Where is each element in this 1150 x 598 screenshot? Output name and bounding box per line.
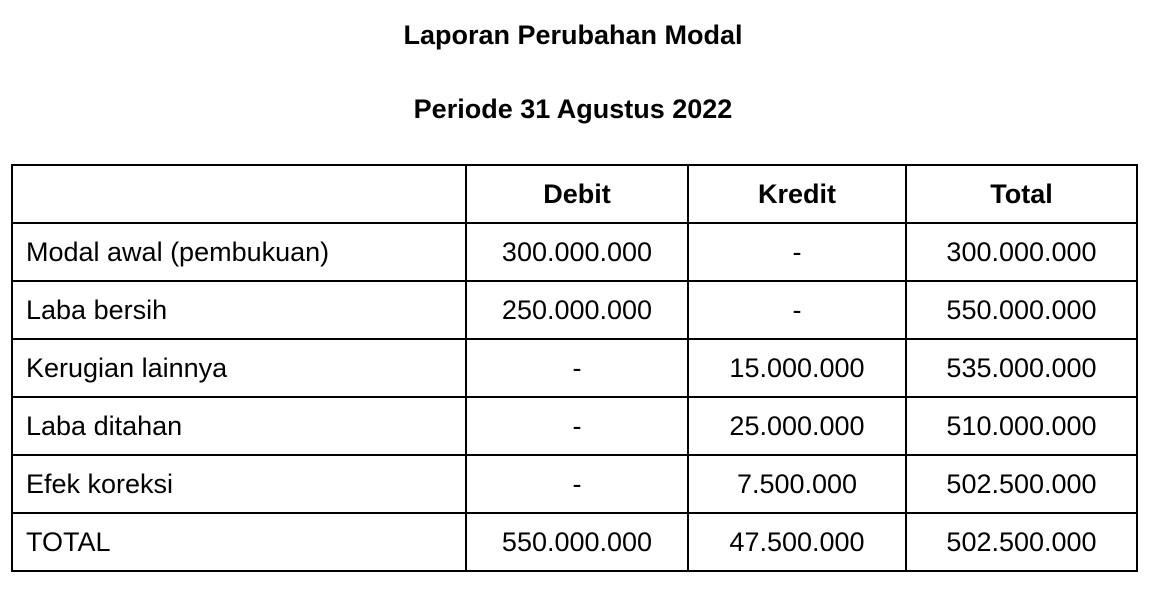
row-label: Efek koreksi — [12, 455, 466, 513]
kredit-cell: 25.000.000 — [688, 397, 906, 455]
header-total: Total — [906, 165, 1137, 223]
kredit-cell: - — [688, 281, 906, 339]
report-title: Laporan Perubahan Modal — [403, 20, 743, 50]
debit-cell: 300.000.000 — [466, 223, 688, 281]
capital-change-table — [11, 164, 1138, 572]
debit-cell: 250.000.000 — [466, 281, 688, 339]
table-row — [12, 339, 1137, 397]
table-row-total — [12, 513, 1137, 571]
row-label: Kerugian lainnya — [12, 339, 466, 397]
total-cell: 550.000.000 — [906, 281, 1137, 339]
table-row — [12, 223, 1137, 281]
kredit-cell: - — [688, 223, 906, 281]
debit-cell: - — [466, 339, 688, 397]
table-header-row — [12, 165, 1137, 223]
row-label: TOTAL — [12, 513, 466, 571]
header-label-empty — [12, 165, 466, 223]
total-cell: 502.500.000 — [906, 513, 1137, 571]
debit-cell: - — [466, 455, 688, 513]
table-row — [12, 455, 1137, 513]
header-debit: Debit — [466, 165, 688, 223]
kredit-cell: 47.500.000 — [688, 513, 906, 571]
header-kredit: Kredit — [688, 165, 906, 223]
total-cell: 535.000.000 — [906, 339, 1137, 397]
debit-cell: - — [466, 397, 688, 455]
report-period: Periode 31 Agustus 2022 — [413, 94, 733, 124]
total-cell: 510.000.000 — [906, 397, 1137, 455]
kredit-cell: 7.500.000 — [688, 455, 906, 513]
total-cell: 502.500.000 — [906, 455, 1137, 513]
row-label: Laba bersih — [12, 281, 466, 339]
debit-cell: 550.000.000 — [466, 513, 688, 571]
table-row — [12, 281, 1137, 339]
total-cell: 300.000.000 — [906, 223, 1137, 281]
kredit-cell: 15.000.000 — [688, 339, 906, 397]
row-label: Laba ditahan — [12, 397, 466, 455]
row-label: Modal awal (pembukuan) — [12, 223, 466, 281]
table-row — [12, 397, 1137, 455]
